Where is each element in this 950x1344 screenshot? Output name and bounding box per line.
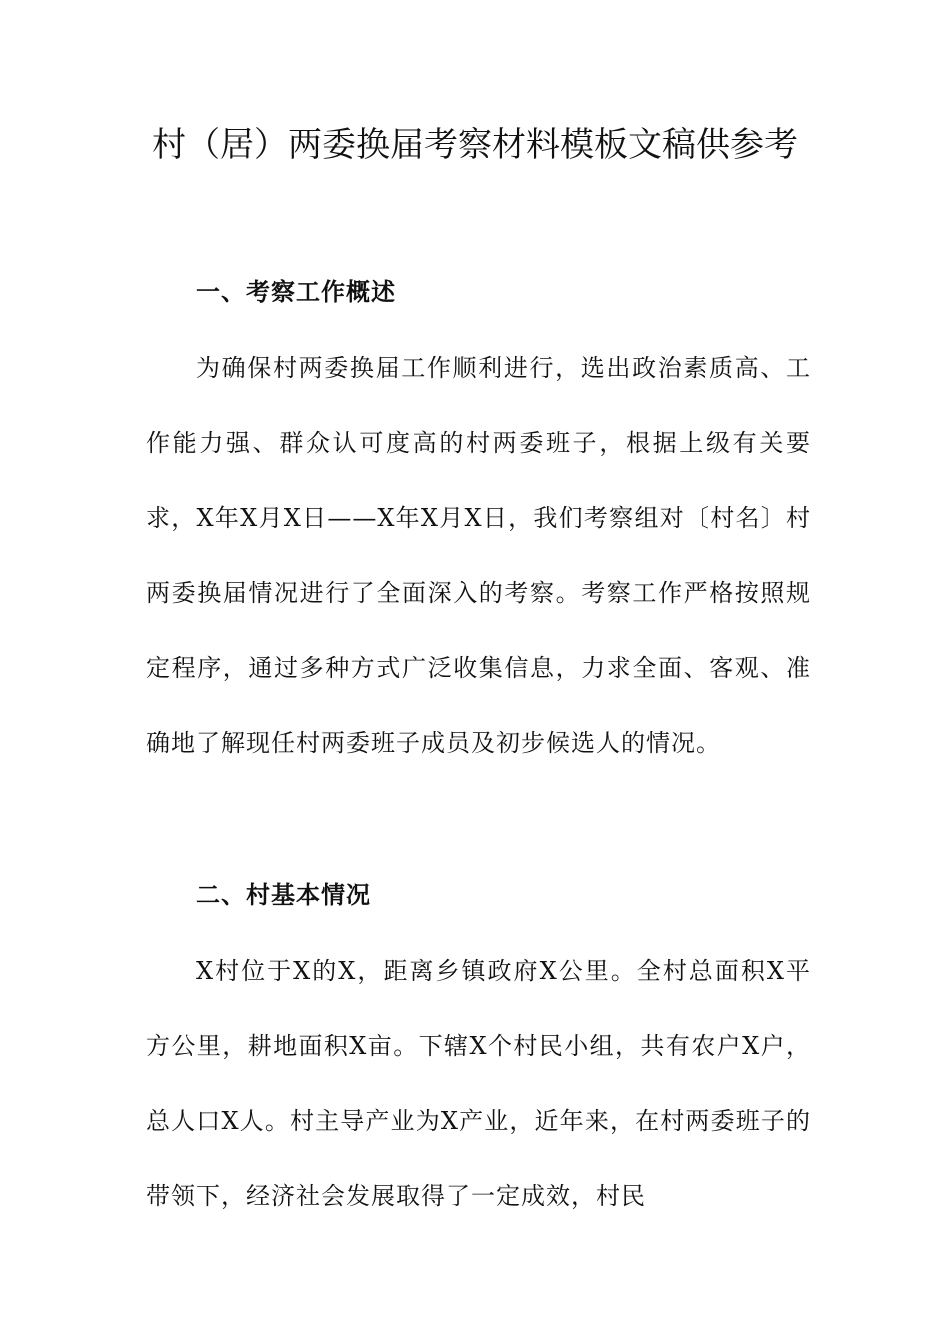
- document-title: 村（居）两委换届考察材料模板文稿供参考: [152, 125, 798, 165]
- section-heading-overview: 一、考察工作概述: [196, 278, 396, 306]
- section-heading-village-basics: 二、村基本情况: [196, 881, 371, 909]
- section-paragraph-village-basics: X村位于X的X，距离乡镇政府X公里。全村总面积X平方公里，耕地面积X亩。下辖X个村民小组，共有农户X户，总人口X人。村主导产业为X产业，近年来，在村两委班子的带领下，经济社会发展取得了一定成效，村民: [146, 957, 811, 1210]
- section-paragraph-overview: 为确保村两委换届工作顺利进行，选出政治素质高、工作能力强、群众认可度高的村两委班子，根据上级有关要求，X年X月X日——X年X月X日，我们考察组对〔村名〕村两委换届情况进行了全面深入的考察。考察工作严格按照规定程序，通过多种方式广泛收集信息，力求全面、客观、准确地了解现任村两委班子成员及初步候选人的情况。: [146, 354, 811, 757]
